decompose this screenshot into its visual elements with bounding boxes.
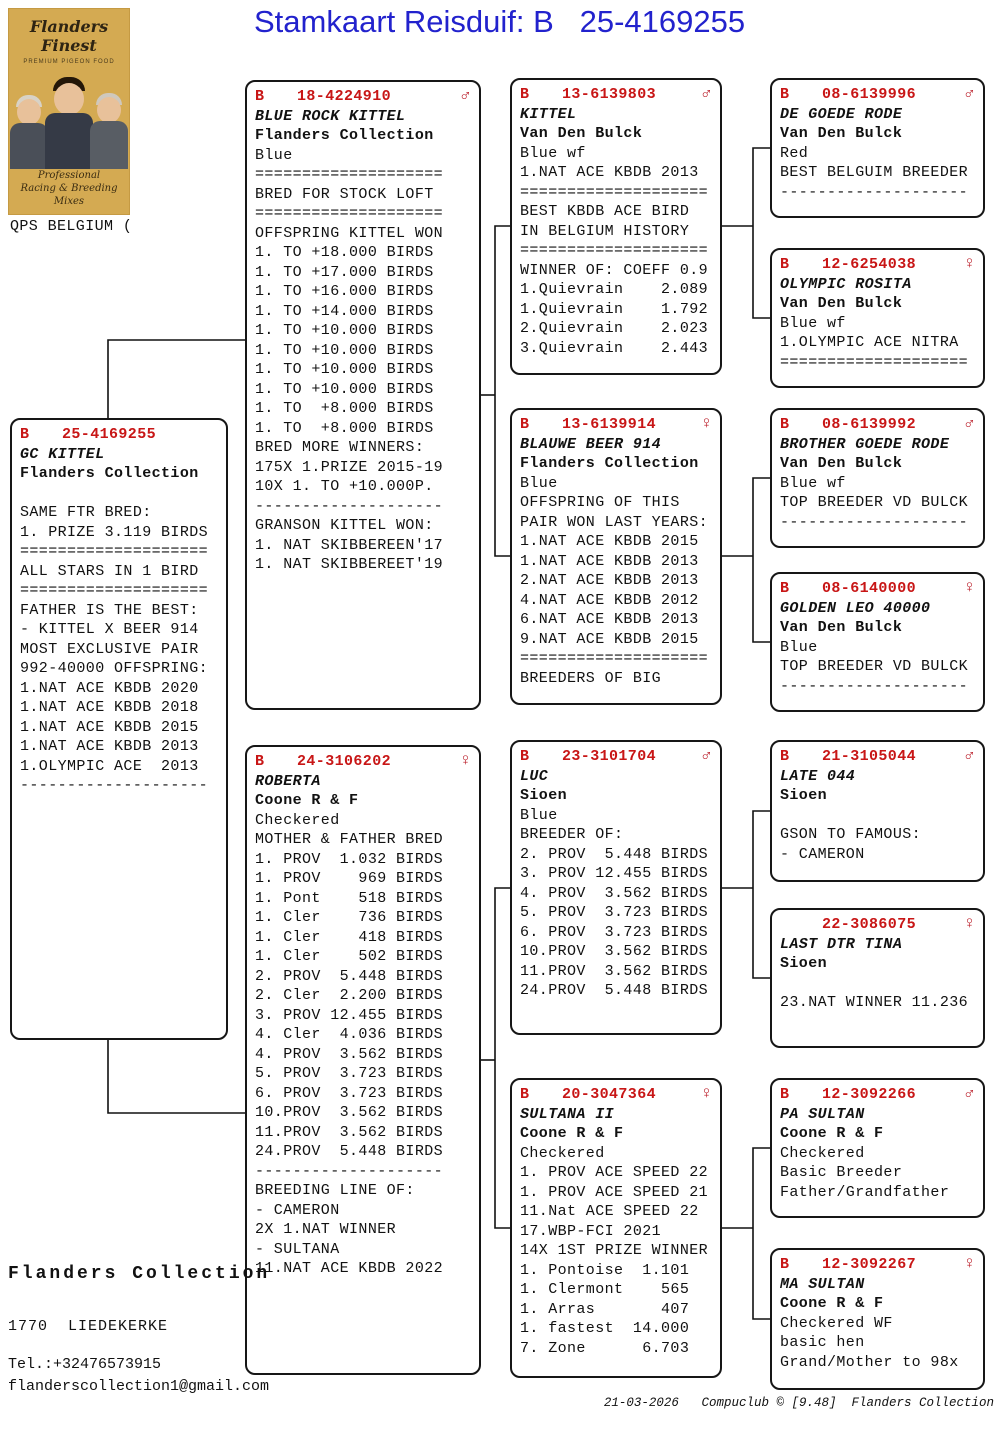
logo-subtitle: PREMIUM PIGEON FOOD bbox=[23, 59, 115, 65]
box-line: 1. TO +10.000 BIRDS bbox=[255, 341, 434, 359]
box-line: 1. Cler 736 BIRDS bbox=[255, 909, 444, 926]
box-lines bbox=[520, 806, 712, 1001]
ring-number: 08-6140000 bbox=[822, 580, 917, 597]
box-line: WINNER OF: COEFF 0.9 bbox=[520, 261, 709, 279]
pedigree-box-ggp3 bbox=[770, 408, 985, 548]
box-line: 1.NAT ACE KBDB 2020 bbox=[20, 679, 199, 697]
bird-name: GOLDEN LEO 40000 bbox=[780, 599, 931, 617]
box-line bbox=[20, 484, 218, 504]
fancier-name: Flanders Collection bbox=[255, 127, 434, 144]
pedigree-box-grandmother-paternal bbox=[510, 408, 722, 705]
band-country: B bbox=[520, 86, 530, 103]
ring-number: 12-3092267 bbox=[822, 1256, 917, 1273]
box-header bbox=[780, 915, 975, 935]
box-line: 10.PROV 3.562 BIRDS bbox=[520, 943, 709, 960]
box-header bbox=[780, 747, 975, 767]
fancier-name: Van Den Bulck bbox=[780, 125, 903, 142]
box-line: OFFSPRING KITTEL WON bbox=[255, 224, 444, 242]
fancier-name: Van Den Bulck bbox=[780, 619, 903, 636]
box-line: ==================== bbox=[20, 543, 209, 560]
box-line bbox=[780, 806, 975, 826]
box-line: - SULTANA bbox=[255, 1240, 340, 1258]
male-icon: ♂ bbox=[964, 1085, 975, 1104]
female-icon: ♀ bbox=[460, 752, 471, 771]
box-line: GRANSON KITTEL WON: bbox=[255, 517, 434, 534]
ring-number: 13-6139914 bbox=[562, 416, 657, 433]
box-line: Father/Grandfather bbox=[780, 1183, 950, 1201]
box-line: -------------------- bbox=[20, 777, 209, 794]
box-line: ==================== bbox=[520, 183, 709, 201]
box-line: BEST KBDB ACE BIRD bbox=[520, 203, 690, 220]
female-icon: ♀ bbox=[701, 415, 712, 434]
print-info: 21-03-2026 Compuclub © [9.48] Flanders Collection bbox=[603, 1396, 994, 1410]
box-line: ==================== bbox=[20, 582, 209, 599]
box-line: 11.PROV 3.562 BIRDS bbox=[255, 1123, 444, 1141]
fancier-name: Sioen bbox=[780, 955, 828, 972]
pedigree-box-grandmother-maternal bbox=[510, 1078, 722, 1378]
box-line: - CAMERON bbox=[255, 1201, 340, 1219]
box-line: BREEDING LINE OF: bbox=[255, 1182, 415, 1199]
box-header bbox=[780, 579, 975, 599]
box-line: 1. NAT SKIBBEREET'19 bbox=[255, 556, 444, 573]
box-line: - KITTEL X BEER 914 bbox=[20, 621, 199, 638]
box-line: Basic Breeder bbox=[780, 1164, 903, 1181]
bird-name: BROTHER GOEDE RODE bbox=[780, 435, 950, 453]
owner-email: flanderscollection1@gmail.com bbox=[8, 1378, 270, 1395]
band-country: B bbox=[20, 426, 30, 443]
box-line: 1. PRIZE 3.119 BIRDS bbox=[20, 523, 209, 541]
box-line: 1. Clermont 565 bbox=[520, 1281, 690, 1298]
box-line: 1. TO +8.000 BIRDS bbox=[255, 400, 434, 417]
box-line: Blue bbox=[520, 474, 558, 492]
box-line: Blue wf bbox=[780, 474, 846, 492]
band-country: B bbox=[780, 86, 790, 103]
box-line: -------------------- bbox=[780, 513, 969, 531]
male-icon: ♂ bbox=[964, 415, 975, 434]
bird-name: LAST DTR TINA bbox=[780, 935, 903, 953]
box-line: 1. TO +10.000 BIRDS bbox=[255, 322, 434, 339]
box-line: GSON TO FAMOUS: bbox=[780, 826, 922, 843]
page-title: Stamkaart Reisduif: B 25-4169255 bbox=[254, 4, 746, 39]
box-line: Red bbox=[780, 144, 809, 162]
box-header bbox=[520, 747, 712, 767]
female-icon: ♀ bbox=[701, 1085, 712, 1104]
ring-number: 18-4224910 bbox=[297, 88, 392, 105]
box-line: 3.Quievrain 2.443 bbox=[520, 339, 709, 357]
bird-name: SULTANA II bbox=[520, 1105, 615, 1123]
ring-number: 24-3106202 bbox=[297, 753, 392, 770]
box-line: ==================== bbox=[255, 166, 444, 183]
box-line: 23.NAT WINNER 11.236 bbox=[780, 994, 969, 1011]
bird-name: MA SULTAN bbox=[780, 1275, 865, 1293]
box-lines bbox=[780, 974, 975, 1013]
box-lines bbox=[780, 1144, 975, 1203]
box-line: 24.PROV 5.448 BIRDS bbox=[520, 982, 709, 999]
box-line: 1.Quievrain 2.089 bbox=[520, 281, 709, 298]
pedigree-box-grandfather-paternal bbox=[510, 78, 722, 375]
box-header bbox=[20, 425, 218, 445]
female-icon: ♀ bbox=[964, 579, 975, 598]
box-line: Checkered bbox=[780, 1144, 865, 1162]
bird-name: PA SULTAN bbox=[780, 1105, 865, 1123]
bird-name: ROBERTA bbox=[255, 772, 321, 790]
box-line: 2X 1.NAT WINNER bbox=[255, 1221, 397, 1238]
box-line: BREEDER OF: bbox=[520, 826, 624, 843]
box-line: 7. Zone 6.703 bbox=[520, 1339, 690, 1357]
box-line: 1. TO +18.000 BIRDS bbox=[255, 244, 434, 261]
box-line: Checkered bbox=[255, 811, 340, 829]
box-line: 1.NAT ACE KBDB 2015 bbox=[20, 718, 199, 736]
box-line: BREEDERS OF BIG bbox=[520, 669, 662, 687]
box-line: 4.NAT ACE KBDB 2012 bbox=[520, 591, 699, 609]
band-country: B bbox=[780, 580, 790, 597]
pedigree-box-father bbox=[245, 80, 481, 710]
ring-number: 08-6139996 bbox=[822, 86, 917, 103]
box-line: 2. PROV 5.448 BIRDS bbox=[520, 845, 709, 863]
male-icon: ♂ bbox=[701, 747, 712, 766]
box-line: 17.WBP-FCI 2021 bbox=[520, 1222, 662, 1240]
box-line: 1. PROV ACE SPEED 22 bbox=[520, 1164, 709, 1181]
box-line: 6. PROV 3.723 BIRDS bbox=[520, 923, 709, 941]
box-line: 1. TO +16.000 BIRDS bbox=[255, 283, 434, 300]
bird-name: KITTEL bbox=[520, 105, 577, 123]
box-line: 2. PROV 5.448 BIRDS bbox=[255, 967, 444, 985]
pedigree-box-grandfather-maternal bbox=[510, 740, 722, 1035]
box-line: IN BELGIUM HISTORY bbox=[520, 222, 690, 240]
box-line: 175X 1.PRIZE 2015-19 bbox=[255, 458, 444, 476]
box-line: 1. PROV 969 BIRDS bbox=[255, 870, 444, 887]
pedigree-box-ggp4 bbox=[770, 572, 985, 712]
pedigree-box-ggp7 bbox=[770, 1078, 985, 1218]
box-header bbox=[520, 415, 712, 435]
female-icon: ♀ bbox=[964, 915, 975, 934]
box-line: 1.NAT ACE KBDB 2013 bbox=[520, 552, 699, 570]
box-line: 10X 1. TO +10.000P. bbox=[255, 478, 434, 495]
box-line: 1.OLYMPIC ACE 2013 bbox=[20, 757, 199, 775]
box-line: MOTHER & FATHER BRED bbox=[255, 831, 444, 848]
pedigree-box-ggp1 bbox=[770, 78, 985, 218]
logo-tagline-1: Professional bbox=[37, 170, 101, 181]
box-lines bbox=[255, 146, 471, 575]
box-line: Blue wf bbox=[520, 144, 586, 162]
ring-number: 23-3101704 bbox=[562, 748, 657, 765]
box-line: 1.NAT ACE KBDB 2013 bbox=[520, 164, 699, 181]
box-line: 1. TO +8.000 BIRDS bbox=[255, 419, 434, 437]
fancier-name: Coone R & F bbox=[780, 1295, 884, 1312]
box-line: BRED MORE WINNERS: bbox=[255, 439, 425, 456]
box-line: - CAMERON bbox=[780, 845, 865, 863]
box-line: 1. NAT SKIBBEREEN'17 bbox=[255, 536, 444, 554]
box-header bbox=[255, 87, 471, 107]
male-icon: ♂ bbox=[964, 747, 975, 766]
box-lines bbox=[780, 1314, 975, 1373]
ring-number: 13-6139803 bbox=[562, 86, 657, 103]
box-line: 5. PROV 3.723 BIRDS bbox=[520, 904, 709, 921]
box-lines bbox=[520, 1144, 712, 1359]
box-line: -------------------- bbox=[780, 677, 969, 695]
box-lines bbox=[20, 484, 218, 796]
box-line: 4. PROV 3.562 BIRDS bbox=[520, 884, 709, 902]
box-line: -------------------- bbox=[780, 183, 969, 201]
box-line bbox=[780, 974, 975, 994]
box-lines bbox=[780, 806, 975, 865]
box-header bbox=[780, 255, 975, 275]
fancier-name: Van Den Bulck bbox=[780, 295, 903, 312]
box-line: -------------------- bbox=[255, 497, 444, 515]
box-line: 1. TO +14.000 BIRDS bbox=[255, 302, 434, 320]
box-line: 11.Nat ACE SPEED 22 bbox=[520, 1203, 699, 1220]
bird-name: GC KITTEL bbox=[20, 445, 105, 463]
box-header bbox=[520, 1085, 712, 1105]
ring-number: 08-6139992 bbox=[822, 416, 917, 433]
box-line: OFFSPRING OF THIS bbox=[520, 494, 680, 511]
box-line: 992-40000 OFFSPRING: bbox=[20, 660, 209, 677]
bird-name: LUC bbox=[520, 767, 549, 785]
box-header bbox=[520, 85, 712, 105]
box-line: 9.NAT ACE KBDB 2015 bbox=[520, 630, 699, 648]
pedigree-box-ggp2 bbox=[770, 248, 985, 388]
box-line: BRED FOR STOCK LOFT bbox=[255, 185, 434, 203]
box-line: Checkered bbox=[520, 1144, 605, 1162]
founders-photo bbox=[8, 71, 130, 169]
fancier-name: Coone R & F bbox=[520, 1125, 624, 1142]
box-line: Checkered WF bbox=[780, 1314, 893, 1332]
band-country: B bbox=[520, 416, 530, 433]
box-line: 1. Cler 502 BIRDS bbox=[255, 948, 444, 965]
fancier-name: Sioen bbox=[520, 787, 568, 804]
bird-name: DE GOEDE RODE bbox=[780, 105, 903, 123]
box-lines bbox=[255, 811, 471, 1279]
box-line: 5. PROV 3.723 BIRDS bbox=[255, 1065, 444, 1082]
ring-number: 25-4169255 bbox=[62, 426, 157, 443]
ring-number: 22-3086075 bbox=[822, 916, 917, 933]
box-line: TOP BREEDER VD BULCK bbox=[780, 494, 969, 511]
box-line: 1.NAT ACE KBDB 2018 bbox=[20, 699, 199, 716]
box-line: 1.NAT ACE KBDB 2015 bbox=[520, 533, 699, 550]
box-header bbox=[780, 1255, 975, 1275]
band-country: B bbox=[780, 1086, 790, 1103]
owner-name: Flanders Collection bbox=[8, 1264, 271, 1284]
ring-number: 12-3092266 bbox=[822, 1086, 917, 1103]
box-line: 1.Quievrain 1.792 bbox=[520, 300, 709, 318]
box-line: 2.Quievrain 2.023 bbox=[520, 320, 709, 337]
box-lines bbox=[520, 474, 712, 689]
pedigree-box-ggp8 bbox=[770, 1248, 985, 1390]
box-line: 1. PROV ACE SPEED 21 bbox=[520, 1183, 709, 1201]
box-line: 1. TO +10.000 BIRDS bbox=[255, 361, 434, 378]
box-line: Blue bbox=[780, 638, 818, 656]
bird-name: LATE 044 bbox=[780, 767, 856, 785]
pedigree-box-ggp5 bbox=[770, 740, 985, 882]
fancier-name: Coone R & F bbox=[255, 792, 359, 809]
box-line: 11.PROV 3.562 BIRDS bbox=[520, 962, 709, 980]
ring-number: 20-3047364 bbox=[562, 1086, 657, 1103]
box-line: 1.OLYMPIC ACE NITRA bbox=[780, 334, 959, 351]
box-line: 1. Cler 418 BIRDS bbox=[255, 928, 444, 946]
fancier-name: Van Den Bulck bbox=[520, 125, 643, 142]
box-line: 1. Pont 518 BIRDS bbox=[255, 889, 444, 907]
male-icon: ♂ bbox=[964, 85, 975, 104]
pedigree-box-mother bbox=[245, 745, 481, 1375]
box-line: MOST EXCLUSIVE PAIR bbox=[20, 640, 199, 658]
box-line: TOP BREEDER VD BULCK bbox=[780, 658, 969, 675]
box-lines bbox=[780, 474, 975, 533]
box-line: 11.NAT ACE KBDB 2022 bbox=[255, 1260, 444, 1277]
box-lines bbox=[780, 314, 975, 373]
box-line: -------------------- bbox=[255, 1162, 444, 1180]
band-country: B bbox=[520, 748, 530, 765]
pedigree-box-subject bbox=[10, 418, 228, 1040]
fancier-name: Flanders Collection bbox=[520, 455, 699, 472]
box-line: 3. PROV 12.455 BIRDS bbox=[520, 865, 709, 882]
box-line: PAIR WON LAST YEARS: bbox=[520, 513, 709, 531]
logo bbox=[8, 8, 130, 215]
male-icon: ♂ bbox=[460, 87, 471, 106]
logo-brand: Flanders Finest bbox=[29, 17, 109, 55]
owner-phone: Tel.:+32476573915 bbox=[8, 1356, 162, 1373]
band-country: B bbox=[780, 416, 790, 433]
logo-caption: QPS BELGIUM ( bbox=[10, 218, 133, 235]
box-line: basic hen bbox=[780, 1334, 865, 1351]
box-lines bbox=[520, 144, 712, 359]
band-country: B bbox=[780, 1256, 790, 1273]
box-line: 1. Arras 407 bbox=[520, 1300, 690, 1318]
male-icon: ♂ bbox=[701, 85, 712, 104]
box-header bbox=[780, 85, 975, 105]
box-line: 6.NAT ACE KBDB 2013 bbox=[520, 611, 699, 628]
band-country bbox=[780, 915, 822, 935]
band-country: B bbox=[780, 256, 790, 273]
box-line: ALL STARS IN 1 BIRD bbox=[20, 562, 199, 580]
box-line: 1. Pontoise 1.101 bbox=[520, 1261, 690, 1279]
box-line: Blue bbox=[255, 146, 293, 164]
band-country: B bbox=[520, 1086, 530, 1103]
box-line: 2.NAT ACE KBDB 2013 bbox=[520, 572, 699, 589]
box-header bbox=[780, 1085, 975, 1105]
box-line: ==================== bbox=[520, 650, 709, 667]
box-line: 6. PROV 3.723 BIRDS bbox=[255, 1084, 444, 1102]
box-line: 24.PROV 5.448 BIRDS bbox=[255, 1143, 444, 1160]
box-line: 2. Cler 2.200 BIRDS bbox=[255, 987, 444, 1004]
bird-name: OLYMPIC ROSITA bbox=[780, 275, 912, 293]
owner-city: 1770 LIEDEKERKE bbox=[8, 1318, 169, 1335]
box-line: ==================== bbox=[520, 242, 709, 259]
box-line: 1.NAT ACE KBDB 2013 bbox=[20, 738, 199, 755]
box-header bbox=[780, 415, 975, 435]
logo-tagline-2: Racing & Breeding Mixes bbox=[20, 183, 118, 207]
box-line: Grand/Mother to 98x bbox=[780, 1353, 959, 1371]
box-line: 3. PROV 12.455 BIRDS bbox=[255, 1006, 444, 1024]
box-lines bbox=[780, 144, 975, 203]
box-line: ==================== bbox=[255, 205, 444, 222]
female-icon: ♀ bbox=[964, 1255, 975, 1274]
box-line: 4. Cler 4.036 BIRDS bbox=[255, 1026, 444, 1043]
female-icon: ♀ bbox=[964, 255, 975, 274]
bird-name: BLAUWE BEER 914 bbox=[520, 435, 662, 453]
box-line: ==================== bbox=[780, 353, 969, 371]
box-line: 1. TO +10.000 BIRDS bbox=[255, 380, 434, 398]
ring-number: 21-3105044 bbox=[822, 748, 917, 765]
box-line: 1. TO +17.000 BIRDS bbox=[255, 263, 434, 281]
box-line: FATHER IS THE BEST: bbox=[20, 601, 199, 619]
band-country: B bbox=[780, 748, 790, 765]
fancier-name: Flanders Collection bbox=[20, 465, 199, 482]
ring-number: 12-6254038 bbox=[822, 256, 917, 273]
box-line: BEST BELGUIM BREEDER bbox=[780, 164, 969, 181]
box-lines bbox=[780, 638, 975, 697]
band-country: B bbox=[255, 88, 265, 105]
fancier-name: Van Den Bulck bbox=[780, 455, 903, 472]
box-line: 14X 1ST PRIZE WINNER bbox=[520, 1242, 709, 1259]
box-line: 4. PROV 3.562 BIRDS bbox=[255, 1045, 444, 1063]
box-line: Blue wf bbox=[780, 314, 846, 332]
band-country: B bbox=[255, 753, 265, 770]
pedigree-box-ggp6 bbox=[770, 908, 985, 1048]
box-line: 1. fastest 14.000 bbox=[520, 1320, 690, 1337]
box-header bbox=[255, 752, 471, 772]
bird-name: BLUE ROCK KITTEL bbox=[255, 107, 406, 125]
box-line: 10.PROV 3.562 BIRDS bbox=[255, 1104, 444, 1121]
fancier-name: Coone R & F bbox=[780, 1125, 884, 1142]
box-line: SAME FTR BRED: bbox=[20, 504, 152, 521]
fancier-name: Sioen bbox=[780, 787, 828, 804]
box-line: 1. PROV 1.032 BIRDS bbox=[255, 850, 444, 868]
box-line: Blue bbox=[520, 806, 558, 824]
